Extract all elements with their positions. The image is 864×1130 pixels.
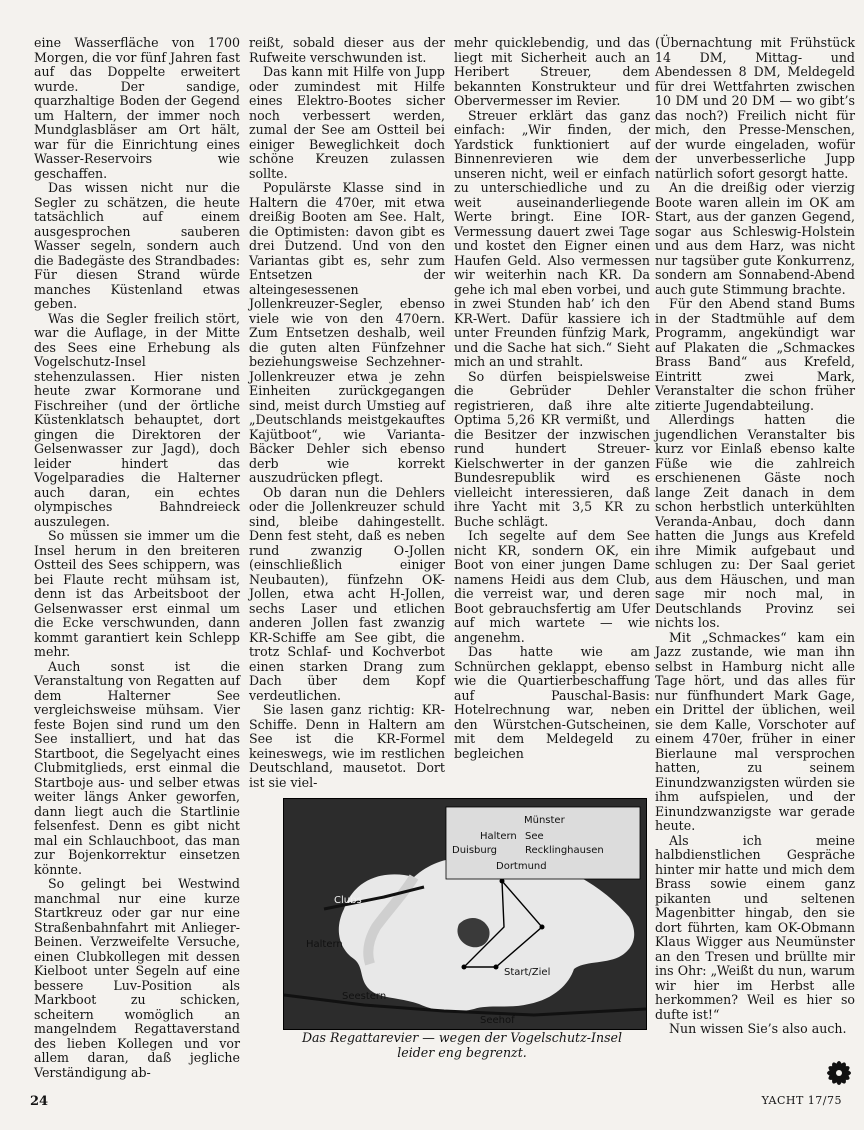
map-graphic bbox=[284, 799, 646, 1029]
paragraph-closing: Nun wissen Sie’s also auch. bbox=[669, 1021, 847, 1036]
paragraph: Das wissen nicht nur die Segler zu schätzen, die heute tatsächlich auf einem ausgesprochen sauberen Wasser segeln, sondern auch die Badegäste des Strandbades: Für diesen Strand würde manches Küstenland etwas geben. bbox=[34, 180, 240, 311]
page-number: 24 bbox=[30, 1094, 49, 1109]
inset-label-duisburg: Duisburg bbox=[452, 845, 497, 856]
article-column-1 bbox=[34, 36, 240, 1096]
paragraph: Allerdings hatten die jugendlichen Veranstalter bis kurz vor Einlaß ebenso kalte Füße wie die zahlreich erschienenen Gäste noch lange Zeit danach in dem schon herbstlich unterkühlten Veranda-Anbau, doch dann hatten die Jungs aus Krefeld ihre Mimik aufgebaut und schlugen zu: Der Saal geriet aus dem Häuschen, und man sage mir noch mal, in Deutschlands Provinz sei nichts los. bbox=[655, 412, 855, 630]
paragraph: mehr quicklebendig, und das liegt mit Sicherheit auch an Heribert Streuer, dem bekannten Konstrukteur und Obervermesser im Revier. bbox=[454, 35, 650, 108]
paragraph: Populärste Klasse sind in Haltern die 470er, mit etwa dreißig Booten am See. Halt, die Optimisten: davon gibt es drei Dutzend. Und von den Variantas gibt es, sehr zum Entsetzen der alteingesessenen Jollenkreuzer-Segler, ebenso viele wie von den 470ern. Zum Entsetzen deshalb, weil die guten alten Fünfzehner beziehungsweise Sechzehner-Jollenkreuzer etwa je zehn Einheiten zurückgegangen sind, meist durch Umstieg auf „Deutschlands meistgekauftes Kajütboot“, wie Varianta-Bäcker Dehler sich ebenso derb wie korrekt auszudrücken pflegt. bbox=[249, 180, 445, 485]
buoy-marker bbox=[494, 965, 499, 970]
paragraph: eine Wasserfläche von 1700 Morgen, die vor fünf Jahren fast auf das Doppelte erweitert wurde. Der sandige, quarzhaltige Boden der Gegend um Haltern, der immer noch Mundglasbläser am Ort hält, war für die Einrichtung eines Wasser-Reservoirs wie geschaffen. bbox=[34, 35, 240, 181]
article-column-2 bbox=[249, 35, 445, 790]
buoy-marker bbox=[540, 925, 545, 930]
paragraph: So dürfen beispielsweise die Gebrüder Dehler registrieren, daß ihre alte Optima 5,26 KR vermißt, und die Besitzer der inzwischen rund hundert Streuer-Kielschwerter in der ganzen Bundesrepublik wird es vielleicht interessieren, daß ihre Yacht mit 3,5 KR zu Buche schlägt. bbox=[454, 368, 650, 529]
label-seestern: Seestern bbox=[342, 991, 387, 1002]
paragraph: (Übernachtung mit Frühstück 14 DM, Mittag- und Abendessen 8 DM, Meldegeld für drei Wettfahrten zwischen 10 DM und 20 DM — wo gibt’s das noch?) Freilich nicht für mich, den Presse-Menschen, der wurde eingeladen, wofür der unverbesserliche Jupp natürlich sofort gesorgt hatte. bbox=[655, 35, 855, 181]
magazine-footer: YACHT 17/75 bbox=[761, 1094, 842, 1107]
paragraph: Sie lasen ganz richtig: KR-Schiffe. Denn in Haltern am See ist die KR-Formel keineswegs, wie im restlichen Deutschland, mausetot. Dort ist sie viel- bbox=[249, 702, 445, 790]
paragraph: So müssen sie immer um die Insel herum in den breiteren Ostteil des Sees schippern, was bei Flaute recht mühsam ist, denn ist das Arbeitsboot der Gelsenwasser erst einmal um die Ecke verschwunden, dann kommt garantiert kein Schlepp mehr. bbox=[34, 528, 240, 659]
paragraph: Mit „Schmackes“ kam ein Jazz zustande, wie man ihn selbst in Hamburg nicht alle Tage hört, und das alles für nur fünfhundert Mark Gage, ein Drittel der üblichen, weil sie dem Kalle, Vorschoter auf einem 470er, früher in einer Bierlaune mal versprochen hatten, zu seinem Einundzwanzigsten würden sie ihm aufspielen, und der Einundzwanzigste war gerade heute. bbox=[655, 629, 855, 833]
paragraph: Ob daran nun die Dehlers oder die Jollenkreuzer schuld sind, bleibe dahingestellt. Denn fest steht, daß es neben rund zwanzig O-Jollen (einschließlich einiger Neubauten), fünfzehn OK-Jollen, etwa acht H-Jollen, sechs Laser und etlichen anderen Jollen fast zwanzig KR-Schiffe am See gibt, die trotz Schlaf- und Kochverbot einen starken Drang zum Dach über dem Kopf verdeutlichen. bbox=[249, 484, 445, 703]
label-seehof: Seehof bbox=[480, 1015, 515, 1026]
label-clubs: Clubs bbox=[334, 895, 362, 906]
buoy-marker bbox=[462, 965, 467, 970]
caption-line: leider eng begrenzt. bbox=[397, 1045, 527, 1060]
caption-line: Das Regattarevier — wegen der Vogelschutz-Insel bbox=[301, 1030, 623, 1045]
paragraph: Als ich meine halbdienstlichen Gespräche hinter mir hatte und mich dem Brass sowie einem ganz pikanten und seltenen Magenbitter hingab, den sie dort führten, kam OK-Obmann Klaus Wigger aus Neumünster an den Tresen und brüllte mir ins Ohr: „Weißt du nun, warum wir hier im Herbst alle herkommen? Weil es hier so dufte ist!“ bbox=[655, 832, 855, 1022]
inset-label-muenster: Münster bbox=[524, 815, 565, 826]
end-mark-icon bbox=[822, 1056, 856, 1090]
paragraph: reißt, sobald dieser aus der Rufweite verschwunden ist. bbox=[249, 35, 445, 65]
article-column-3 bbox=[454, 35, 650, 761]
inset-label-recklinghausen: Recklinghausen bbox=[525, 845, 604, 856]
paragraph: Ich segelte auf dem See nicht KR, sondern OK, ein Boot von einer jungen Dame namens Heidi aus dem Club, die verreist war, und deren Boot gebrauchsfertig am Ufer auf mich wartete — wie angenehm. bbox=[454, 528, 650, 645]
label-start-ziel: Start/Ziel bbox=[504, 967, 551, 978]
paragraph: Auch sonst ist die Veranstaltung von Regatten auf dem Halterner See vergleichsweise mühsam. Vier feste Bojen sind rund um den See installiert, und hat das Startboot, die Segelyacht eines Clubmitglieds, erst einmal die Startboje aus- und selber etwas weiter längs Anker geworfen, dann liegt auch die Startlinie felsenfest. Denn es gibt nicht mal ein Schlauchboot, das man zur Bojenkorrektur einsetzen könnte. bbox=[34, 658, 240, 877]
paragraph: Streuer erklärt das ganz einfach: „Wir finden, der Yardstick funktioniert auf Binnenrevieren wie dem unseren nicht, weil er einfach zu unterschiedliche und zu weit auseinanderliegende Werte bringt. Eine IOR-Vermessung dauert zwei Tage und kostet den Eigner einen Haufen Geld. Also vermessen wir weiterhin nach KR. Da gehe ich mal eben vorbei, und in zwei Stunden hab’ ich den KR-Wert. Dafür kassiere ich unter Freunden fünfzig Mark, und die Sache hat sich.“ Sieht mich an und strahlt. bbox=[454, 107, 650, 369]
paragraph: An die dreißig oder vierzig Boote waren allein im OK am Start, aus der ganzen Gegend, sogar aus Schleswig-Holstein und aus dem Harz, was nicht nur tagsüber gute Konkurrenz, sondern am Sonnabend-Abend auch gute Stimmung brachte. bbox=[655, 180, 855, 297]
inset-label-see: See bbox=[525, 831, 544, 842]
paragraph: Das hatte wie am Schnürchen geklappt, ebenso wie die Quartierbeschaffung auf Pauschal-Basis: Hotelrechnung war, neben den Würstchen-Gutscheinen, mit dem Meldegeld zu begleichen bbox=[454, 644, 650, 761]
paragraph: Das kann mit Hilfe von Jupp oder zumindest mit Hilfe eines Elektro-Bootes sicher noch verbessert werden, zumal der See am Ostteil bei einiger Beweglichkeit doch schöne Kreuzen zulassen sollte. bbox=[249, 64, 445, 181]
paragraph: So gelingt bei Westwind manchmal nur eine kurze Startkreuz oder gar nur eine Straßenbahnfahrt mit Anlieger-Beinen. Verzweifelte Versuche, einen Clubkollegen mit dessen Kielboot unter Segeln auf eine bessere Luv-Position als Markboot zu schicken, scheitern womöglich an mangelndem Regattaverstand des lieben Kollegen und vor allem daran, daß jegliche Verständigung ab- bbox=[34, 876, 240, 1080]
paragraph: Für den Abend stand Bums in der Stadtmühle auf dem Programm, angekündigt war auf Plakaten die „Schmackes Brass Band“ aus Krefeld, Eintritt zwei Mark, Veranstalter die schon früher zitierte Jugendabteilung. bbox=[655, 296, 855, 413]
paragraph: Was die Segler freilich stört, war die Auflage, in der Mitte des Sees eine Erhebung als Vogelschutz-Insel stehenzulassen. Hier nisten heute zwar Kormorane und Fischreiher (und der örtliche Küstenklatsch behauptet, dort gingen die Direktoren der Gelsenwasser zur Jagd), doch leider hindert das Vogelparadies die Halterner auch daran, ein echtes olympisches Bahndreieck auszulegen. bbox=[34, 310, 240, 529]
regatta-map bbox=[283, 798, 647, 1030]
article-column-4 bbox=[655, 36, 855, 1096]
label-haltern: Haltern bbox=[306, 939, 343, 950]
inset-label-haltern: Haltern bbox=[480, 831, 517, 842]
inset-label-dortmund: Dortmund bbox=[496, 861, 547, 872]
map-caption bbox=[262, 1030, 662, 1060]
